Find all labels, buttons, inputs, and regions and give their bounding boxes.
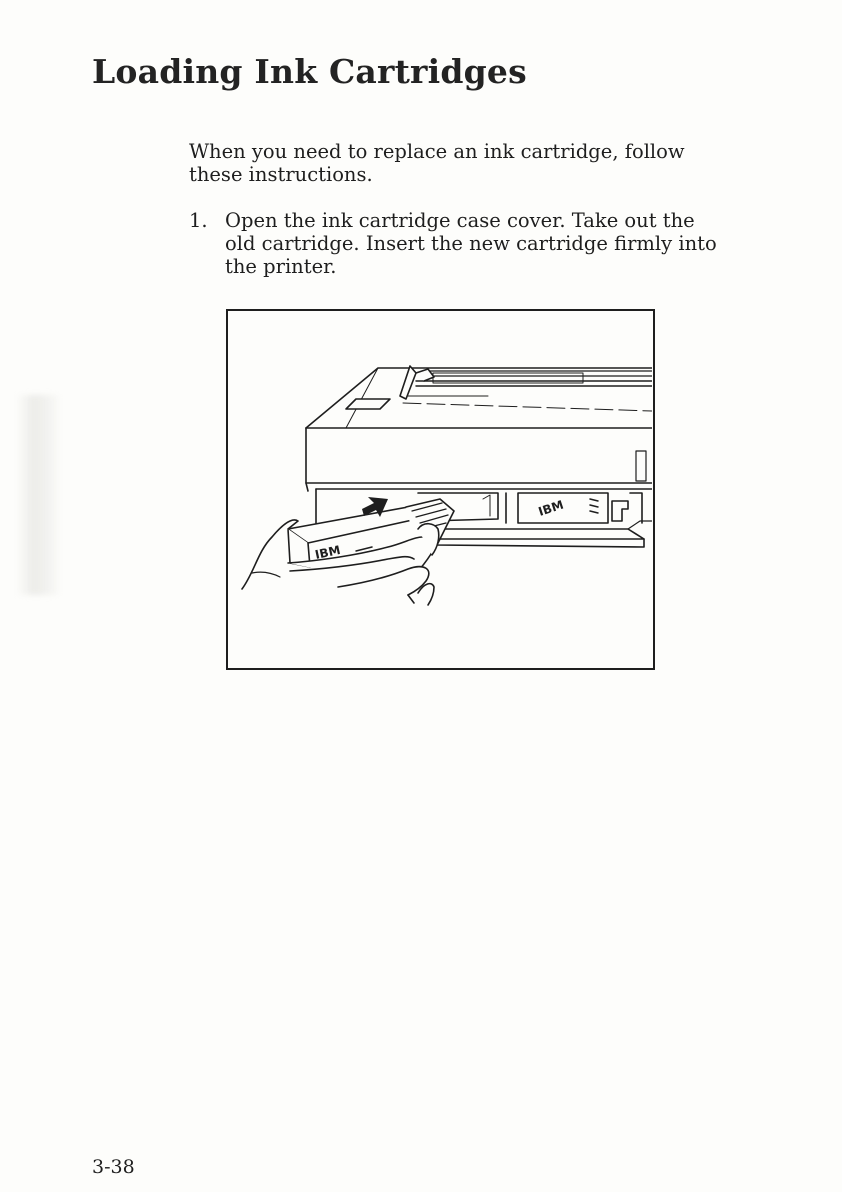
step-1 <box>189 209 729 278</box>
intro-paragraph: When you need to replace an ink cartridge, follow these instructions. <box>189 140 685 186</box>
step-text: Open the ink cartridge case cover. Take out the old cartridge. Insert the new cartridge firmly into the printer. <box>225 209 717 278</box>
cartridge-logo-text: IBM <box>313 542 342 562</box>
bay-logo-text: IBM <box>536 497 566 519</box>
scan-shadow <box>16 395 58 595</box>
step-number: 1. <box>189 209 208 232</box>
page-title: Loading Ink Cartridges <box>92 52 527 91</box>
printer-illustration <box>228 311 652 667</box>
cartridge-illustration-frame <box>226 309 655 670</box>
page-number: 3-38 <box>92 1156 135 1178</box>
